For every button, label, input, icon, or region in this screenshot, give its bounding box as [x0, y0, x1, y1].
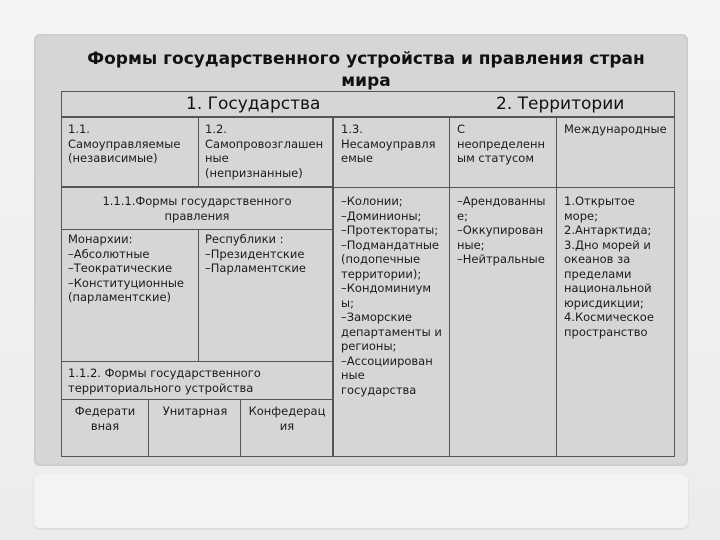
text-line: Республики : [205, 232, 284, 246]
text-line: –Теократические [68, 261, 173, 275]
divider [148, 399, 149, 457]
text-line: юрисдикции; [564, 295, 644, 310]
form-confederation [241, 404, 333, 433]
page-title [66, 48, 666, 92]
text-line: С [457, 122, 466, 136]
subheading-territorial-structure [68, 366, 330, 395]
title-line-2: мира [341, 71, 391, 91]
text-line: (подопечные [341, 252, 421, 266]
republics-list [205, 232, 331, 276]
category-self-proclaimed [205, 122, 331, 180]
text-line: –Подмандатные [341, 237, 439, 252]
category-international [564, 122, 674, 137]
text-line: (независимые) [68, 151, 158, 165]
text-line: регионы; [341, 339, 397, 353]
text-line: неопределенн [457, 136, 546, 151]
text-line: Федерати [74, 404, 136, 418]
text-line: (парламентские) [68, 290, 172, 304]
header-territories: 2. Территории [496, 94, 625, 114]
text-line: территории); [341, 266, 422, 281]
text-line: 2.Антарктида; [564, 223, 652, 237]
text-line: Несамоуправля [341, 136, 436, 151]
text-line: Международные [564, 122, 667, 136]
text-line: –Ассоциирован [341, 353, 433, 368]
monarchies-list [68, 232, 196, 305]
text-line: Унитарная [162, 404, 228, 418]
text-line: ные [205, 151, 229, 165]
text-line: океанов за [564, 252, 631, 266]
text-line: Конфедерац [248, 404, 326, 418]
text-line: –Парламентские [205, 261, 306, 275]
text-line: –Заморские [341, 310, 412, 324]
text-line: 1.2. [205, 122, 227, 136]
text-line: –Протектораты; [341, 223, 439, 237]
divider [449, 117, 450, 457]
text-line: правления [164, 208, 230, 223]
title-line-1: Формы государственного устройства и правления стран [87, 49, 645, 69]
text-line: –Оккупирован [457, 223, 544, 237]
text-line: территориального устройства [68, 380, 254, 395]
divider [198, 117, 199, 187]
category-self-governing [68, 122, 196, 166]
text-line: департаменты и [341, 324, 442, 339]
text-line: Самопровозглашен [205, 136, 324, 151]
text-line: ым статусом [457, 151, 535, 165]
text-line: 1.3. [341, 122, 363, 136]
text-line: –Колонии; [341, 194, 403, 208]
text-line: 3.Дно морей и [564, 237, 651, 252]
text-line: –Президентские [205, 246, 305, 261]
text-line: ы; [341, 295, 354, 310]
text-line: 1.Открытое [564, 194, 635, 208]
text-line: Монархии: [68, 232, 133, 246]
text-line: море; [564, 208, 598, 223]
text-line: –Абсолютные [68, 246, 150, 261]
undetermined-status-list [457, 194, 555, 267]
divider [198, 229, 199, 362]
text-line: (непризнанные) [205, 165, 303, 180]
text-line: ия [279, 418, 295, 433]
text-line: е; [457, 208, 468, 223]
international-list [564, 194, 674, 339]
text-line: национальной [564, 281, 652, 295]
form-unitary [150, 404, 240, 419]
text-line: пределами [564, 266, 632, 281]
text-line: 1.1.1.Формы государственного [102, 194, 292, 208]
form-federative [62, 404, 148, 433]
text-line: 4.Космическое [564, 310, 654, 324]
text-line: 1.1. [68, 122, 90, 136]
text-line: –Конституционные [68, 275, 184, 290]
text-line: –Доминионы; [341, 208, 422, 223]
text-line: вная [90, 418, 120, 433]
bottom-panel [34, 474, 688, 528]
divider [333, 187, 675, 188]
category-undetermined-status [457, 122, 555, 166]
divider [61, 399, 333, 400]
text-line: емые [341, 151, 373, 165]
header-states: 1. Государства [186, 94, 321, 114]
non-self-governing-list [341, 194, 447, 397]
text-line: Самоуправляемые [68, 136, 181, 151]
text-line: –Арендованны [457, 194, 546, 208]
text-line: ные [341, 368, 365, 382]
text-line: –Кондоминиум [341, 281, 432, 295]
text-line: 1.1.2. Формы государственного [68, 366, 261, 380]
text-line: государства [341, 382, 417, 397]
text-line: –Нейтральные [457, 252, 545, 266]
text-line: ные; [457, 237, 485, 252]
category-non-self-governing [341, 122, 447, 166]
text-line: пространство [564, 324, 648, 339]
subheading-government-forms [64, 194, 330, 223]
divider [556, 117, 557, 457]
